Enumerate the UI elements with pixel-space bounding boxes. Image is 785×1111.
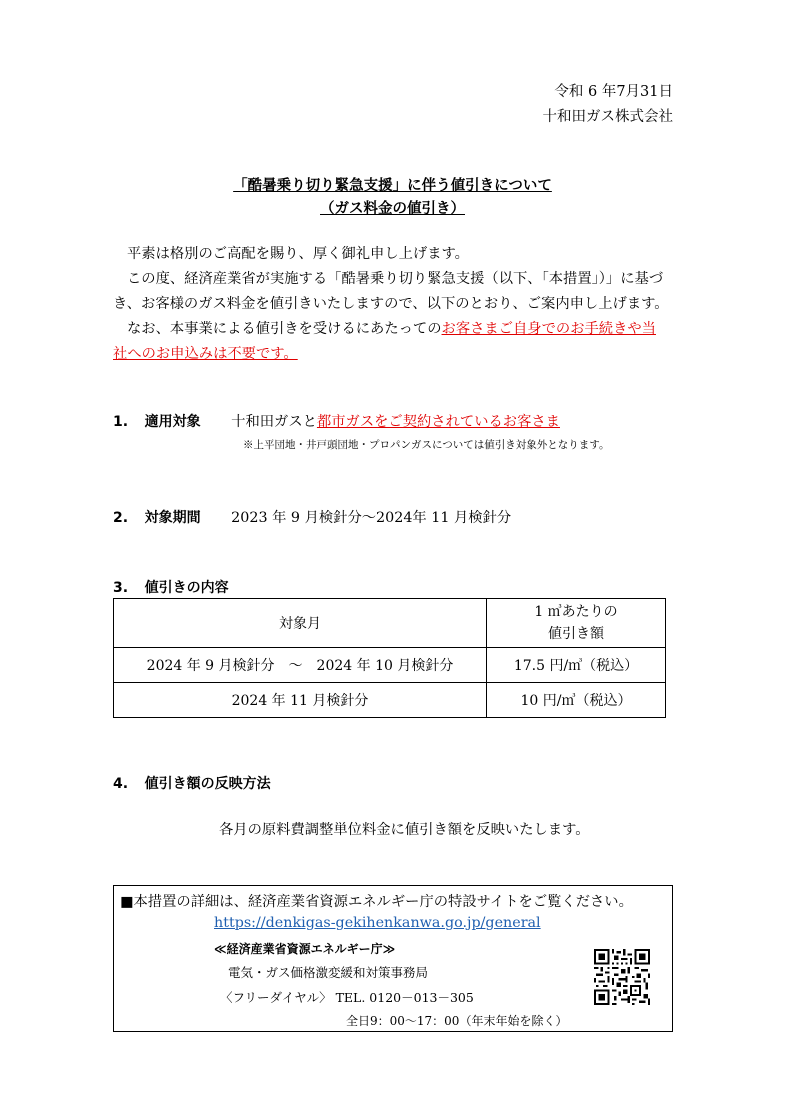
intro-paragraph-3-plain: なお、本事業による値引きを受けるにあたっての: [127, 321, 442, 337]
section-1-number: 1.: [113, 414, 129, 430]
table-header-amount-line-1: 1 ㎥あたりの: [534, 604, 618, 620]
qr-code-icon[interactable]: [594, 949, 650, 1005]
date-company-block: [543, 80, 674, 130]
intro-paragraph-2-line-2: き、お客様のガス料金を値引きいたしますので、以下のとおり、ご案内申し上げます。: [113, 296, 669, 312]
intro-paragraph-2-line-1: この度、経済産業省が実施する「酷暑乗り切り緊急支援（以下、「本措置」）」に基づ: [127, 271, 664, 287]
table-header-month: 対象月: [114, 599, 487, 648]
title-line-2: （ガス料金の値引き）: [320, 201, 465, 217]
section-4-number: 4.: [113, 776, 129, 792]
section-3-number: 3.: [113, 580, 129, 596]
table-header-row: [114, 599, 666, 648]
table-row: [114, 648, 666, 683]
intro-paragraph-3-red-1: お客さまご自身でのお手続きや当: [441, 321, 656, 337]
table-row: [114, 683, 666, 718]
section-2-heading: 対象期間: [144, 510, 201, 526]
section-4: [113, 773, 271, 793]
title-line-1: 「酷暑乗り切り緊急支援」に伴う値引きについて: [233, 178, 552, 194]
info-box-url-link[interactable]: https://denkigas-gekihenkanwa.go.jp/general: [214, 915, 541, 931]
table-header-amount: [487, 599, 666, 648]
info-box-phone: 〈フリーダイヤル〉 TEL. 0120－013－305: [220, 990, 474, 1005]
section-4-heading: 値引き額の反映方法: [144, 776, 271, 792]
intro-paragraph-3-red-2: 社へのお申込みは不要です。: [113, 346, 298, 362]
discount-table: [113, 598, 666, 718]
section-1-heading: 適用対象: [144, 414, 201, 430]
section-3-heading: 値引きの内容: [144, 580, 229, 596]
section-2: [113, 507, 511, 527]
info-box-hours: 全日9：00～17：00（年末年始を除く）: [346, 1014, 568, 1028]
info-box: [113, 885, 673, 1032]
section-4-text: 各月の原料費調整単位料金に値引き額を反映いたします。: [219, 822, 590, 838]
info-box-url-row: [214, 915, 541, 931]
section-1-red: 都市ガスをご契約されているお客さま: [316, 414, 560, 430]
table-cell-month: 2024 年 11 月検針分: [114, 683, 487, 718]
issue-date: 令和 6 年7月31日: [554, 84, 673, 100]
section-1: [113, 411, 560, 431]
intro-text: [113, 242, 673, 367]
table-cell-amount: 10 円/㎥（税込）: [487, 683, 666, 718]
section-3: [113, 577, 229, 597]
info-box-agency: ≪経済産業省資源エネルギー庁≫: [214, 942, 396, 956]
intro-paragraph-3-line-2: [113, 342, 673, 367]
section-1-plain: 十和田ガスと: [231, 414, 317, 430]
table-cell-month: 2024 年 9 月検針分 ～ 2024 年 10 月検針分: [114, 648, 487, 683]
company-name: 十和田ガス株式会社: [542, 109, 673, 125]
section-2-number: 2.: [113, 510, 129, 526]
intro-paragraph-3-line-1: [113, 317, 673, 342]
intro-paragraph-1: 平素は格別のご高配を賜り、厚く御礼申し上げます。: [127, 246, 469, 262]
info-box-office: 電気・ガス価格激変緩和対策事務局: [228, 965, 429, 980]
table-header-amount-line-2: 値引き額: [548, 626, 604, 642]
table-cell-amount: 17.5 円/㎥（税込）: [487, 648, 666, 683]
section-2-text: 2023 年 9 月検針分～2024年 11 月検針分: [231, 510, 512, 526]
info-box-heading: ■本措置の詳細は、経済産業省資源エネルギー庁の特設サイトをご覧ください。: [120, 894, 633, 910]
document-title: [0, 175, 785, 221]
section-1-note: ※上平団地・井戸頭団地・プロパンガスについては値引き対象外となります。: [243, 439, 610, 451]
